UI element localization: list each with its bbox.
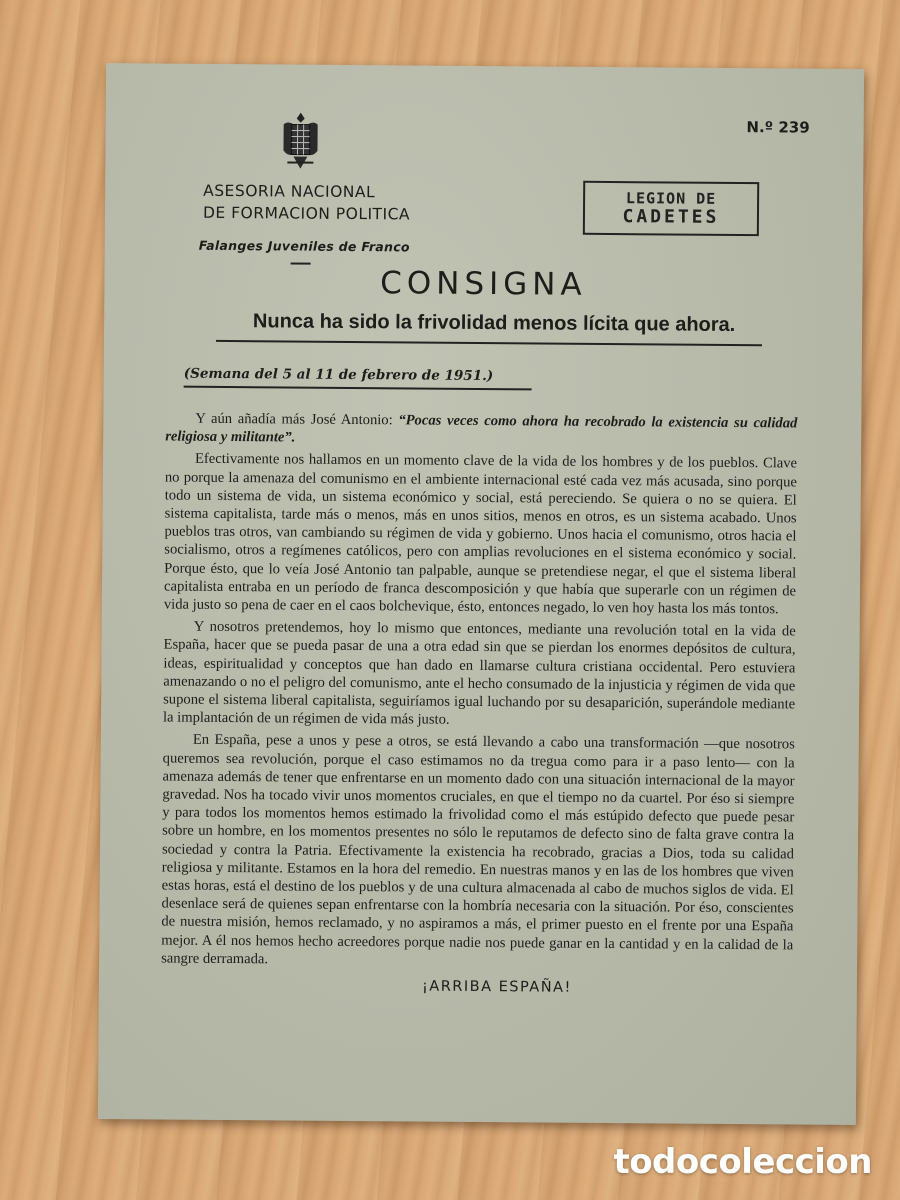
week-line: (Semana del 5 al 11 de febrero de 1951.) (183, 365, 494, 385)
paragraph-1-intro: Y aún añadía más José Antonio: (195, 410, 399, 429)
legion-stamp (583, 181, 759, 236)
paragraph-2: Efectivamente nos hallamos en un momento clave de la vida de los hombres y de los pueblos. Clave no porque la amenaza del comunismo en el ambiente internacional esté cada vez más acusada, sino porque todo un sistema de vida, un sistema económico y social, está pereciendo. Se quiera o no se quiera. El sistema capitalista, tarde más o menos, más en unos sitios, menos en otros, es un sistema acabado. Unos pueblos tras otros, van cambiando su régimen de vida y gobierno. Unos hacia el comunismo, otros hacia el socialismo, otros a regímenes católicos, pero con amplias revoluciones en el sistema económico y social. Porque ésto, que lo veía José Antonio tan palpable, aunque se pretendiese negar, el que el sistema liberal capitalista entraba en un período de franca descomposición y que había que superarle con un régimen de vida justo so pena de caer en el caos bolchevique, ésto, entonces negado, lo ven hoy hasta los más tontos. (163, 451, 798, 618)
paragraph-4: En España, pese a unos y pese a otros, se está llevando a cabo una transformación —que nosotros queremos sea revolución, porque el caso estimamos no da tregua como para ir a paso lento— con la amenaza además de tener que enfrentarse en un momento dado con una situación internacional de la mayor gravedad. Nos ha tocado vivir unos momentos cruciales, en que el tiempo no da cuartel. Por éso si siempre y para todos los momentos hemos estimado la frivolidad como el más estúpido defecto que puede pesar sobre un hombre, en los momentos presentes no sólo le reputamos de defecto sino de falta grave contra la sociedad y contra la Patria. Efectivamente la existencia ha recobrado, gracias a Dios, toda su calidad religiosa y militante. Estamos en la hora del remedio. En nuestras manos y en las de los hombres que viven estas horas, está el destino de los pueblos y de una cultura almacenada al cabo de muchos siglos de vida. El desenlace será de quienes sepan enfrentarse con la hombría necesaria con la situación. Por éso, conscientes de nuestra misión, hemos reclamado, y no aspiramos a más, el primer puesto en el frente por una España mejor. A él nos hemos hecho acreedores porque nadie nos puede ganar en la cantidad y en la calidad de la sangre derramada. (161, 732, 795, 968)
week-rule (184, 386, 532, 390)
watermark-logo: todocoleccion (613, 1142, 872, 1182)
org-line-3: Falanges Juveniles de Franco (198, 237, 410, 255)
closing-slogan: ¡ARRIBA ESPAÑA! (421, 978, 572, 996)
stamp-line-1: LEGION DE (625, 189, 717, 208)
paragraph-1 (165, 410, 797, 451)
document-number: N.º 239 (746, 118, 810, 137)
paragraph-3: Y nosotros pretendemos, hoy lo mismo que entonces, mediante una revolución total en la vida de España, hacer que se pueda pasar de una a otra edad sin que se pierdan los enormes depósitos de cultura, ideas, espiritualidad y conceptos que han dado en llamarse cultura cristiana occidental. Pero estuviera amenazando o no el peligro del comunismo, ante el hecho consumado de la injusticia y régimen de vida que supone el sistema liberal capitalista, seguiríamos igual luchando por su desaparición, superándole mediante la implantación de un régimen de vida más justo. (162, 618, 796, 729)
document-sheet (98, 63, 864, 1125)
title-rule (216, 340, 762, 346)
document-title: CONSIGNA (380, 265, 587, 303)
org-line-1: ASESORIA NACIONAL (203, 181, 376, 202)
document-subtitle: Nunca ha sido la frivolidad menos lícita que ahora. (252, 310, 736, 336)
document-body (161, 410, 798, 999)
org-line-2: DE FORMACION POLITICA (202, 203, 411, 224)
eagle-emblem-icon (277, 110, 324, 174)
paragraph-1-quote: “Pocas veces como ahora ha recobrado la existencia su calidad religiosa y militante”. (165, 412, 798, 446)
stamp-line-2: CADETES (622, 206, 720, 228)
